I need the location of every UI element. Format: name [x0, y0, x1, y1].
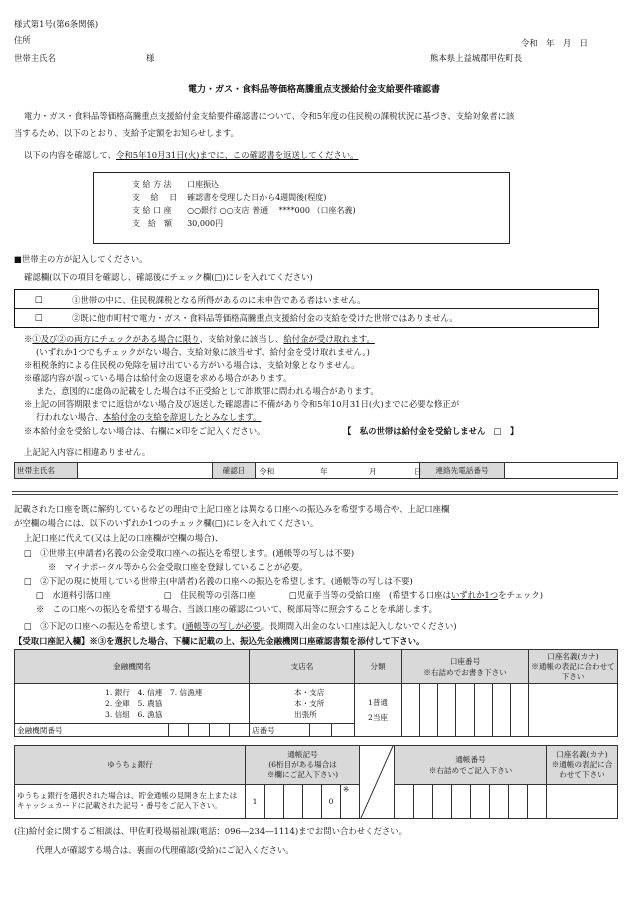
confirm-name-label: 世帯主氏名 — [15, 463, 78, 479]
account-holder-header — [529, 650, 618, 684]
option-2-note: ※ この口座への振込を希望する場合、当該口座の確認について、税部局等に照会することを承諾します。 — [36, 604, 437, 614]
note-1-underlined-a: ①及び②の両方にチェックがある場合に限り — [32, 334, 200, 344]
info-label: 支 給 方 法 — [132, 180, 172, 189]
bank-type-options[interactable] — [15, 684, 250, 724]
intro-line-2: 当するため、以下のとおり、支給予定額をお知らせします。 — [14, 128, 239, 138]
account-type-1: 1普通 — [367, 698, 389, 707]
option-2-child-underlined: いずれか1つ — [450, 590, 499, 600]
yucho-symbol-note-2: ※欄にご記入下さい) — [266, 769, 339, 779]
account-digit-cell[interactable] — [492, 684, 510, 737]
yucho-symbol-digit: 1 — [246, 784, 265, 818]
section1-heading: ■世帯主の方が記入してください。 — [14, 254, 148, 264]
info-value: 確認書を受理した日から4週間後(程度) — [187, 193, 327, 202]
note-1-sub: (いずれか1つでもチェックがない場合、支給対象に該当せず、給付金を受け取れません。) — [36, 347, 370, 357]
yucho-number-digit[interactable] — [433, 784, 452, 818]
note-4-sub — [36, 411, 261, 423]
footer-note-2: 代理人が確認する場合は、裏面の代理確認(受給)にご記入ください。 — [36, 845, 294, 855]
branch-code-label: 店番号 — [250, 724, 310, 737]
branch-name-header: 支店名 — [250, 650, 355, 684]
account-holder-title: 口座名義(カナ) — [547, 651, 599, 661]
yucho-holder-header — [547, 746, 618, 785]
option-3[interactable] — [24, 620, 457, 632]
year-label: 年 — [320, 467, 328, 476]
payment-account-row — [132, 204, 356, 217]
yucho-number-digit[interactable] — [395, 784, 414, 818]
branch-type-options[interactable] — [250, 684, 355, 724]
account-digit-cell[interactable] — [510, 684, 528, 737]
account-holder-field[interactable] — [529, 684, 618, 737]
note-4-sub-underlined: 本給付金の支給を辞退したとみなします。 — [103, 412, 262, 422]
info-value: 30,000円 — [187, 219, 224, 228]
branch-types-line-3: 出張所 — [294, 710, 317, 719]
intro-deadline-underlined: 令和5年10月31日(火)までに、この確認書を返送してください。 — [115, 150, 359, 160]
yucho-number-digit[interactable] — [490, 784, 509, 818]
account-digit-cell[interactable] — [402, 684, 420, 737]
bank-types-line-3: 3. 信組 6. 漁協 — [105, 710, 163, 719]
info-value: ○○銀行 ○○支店 普通 ****000 （口座名義) — [187, 206, 356, 215]
option-2-water[interactable]: □ 水道料引落口座 — [36, 590, 111, 600]
option-3-suffix: 。長期間入出金のない口座は記入しないでください) — [260, 621, 457, 631]
yucho-number-digit[interactable] — [509, 784, 528, 818]
note-1-underlined-b: 給付金が受け取れます。 — [283, 334, 375, 344]
payment-info-table — [132, 178, 356, 230]
intro-line-1: 電力・ガス・食料品等価格高騰重点支援給付金支給要件確認書について、令和5年度の住民税の課税状況に基づき、支給対象者に該 — [24, 111, 515, 121]
era-label: 令和 — [259, 467, 275, 476]
account-digit-cell[interactable] — [474, 684, 492, 737]
note-2: ※租税条約による住民税の免除を届け出ている方がいる場合は、支給対象となりません。 — [24, 360, 360, 370]
bank-code-digit[interactable] — [169, 724, 189, 737]
section2-sub: 上記口座に代えて(又は上記の口座欄が空欄の場合)、 — [24, 533, 224, 543]
account-holder-note: ※通帳の表記に合わせて下さい — [531, 661, 615, 681]
form-number: 様式第1号(第6条関係) — [14, 19, 99, 29]
yucho-number-digit[interactable] — [471, 784, 490, 818]
info-label: 支 給 口 座 — [132, 206, 172, 215]
confirm-phone-label: 連絡先電話番号 — [420, 463, 505, 479]
note-3: ※確認内容が誤っている場合は給付金の返還を求める場合があります。 — [24, 373, 292, 383]
date-line: 令和 年 月 日 — [521, 38, 588, 48]
note-3-sub: また、意図的に虚偽の記載をした場合は不正受給として詐欺罪に問われる場合があります。 — [36, 386, 379, 396]
day-label: 日 — [414, 467, 422, 476]
bank-account-table — [14, 649, 618, 737]
account-number-title: 口座番号 — [449, 656, 481, 666]
section1-instruction: 確認欄(以下の項目を確認し、確認後にチェック欄(□)にレを入れてください) — [24, 272, 313, 282]
document-title: 電力・ガス・食料品等価格高騰重点支援給付金支給要件確認書 — [188, 85, 441, 95]
branch-types-line-1: 本・支店 — [294, 688, 325, 697]
bank-name-header: 金融機関名 — [15, 650, 250, 684]
yucho-description: ゆうちょ銀行を選択された場合は、貯金通帳の見開き左上またはキャッシュカードに記載された記号・番号をご記入下さい。 — [15, 784, 246, 818]
month-label: 月 — [369, 467, 377, 476]
option-1-note: ※ マイナポータル等から公金受取口座を登録していることが必要。 — [48, 562, 308, 572]
confirm-table — [14, 462, 618, 479]
name-label: 世帯主氏名 — [14, 53, 56, 63]
yucho-holder-title: 口座名義(カナ) — [556, 749, 608, 759]
account-type-header: 分類 — [355, 650, 402, 684]
bank-code-label: 金融機関番号 — [15, 724, 169, 737]
account-digit-cell[interactable] — [420, 684, 438, 737]
check-1-box[interactable]: □ — [35, 294, 43, 304]
option-3-underlined: 通帳等の写しが必要 — [185, 621, 261, 631]
bank-code-digit[interactable] — [229, 724, 249, 737]
confirm-note: 上記記入内容に相違ありません。 — [24, 447, 151, 457]
option-3-prefix: □ ③下記の口座への振込を希望します。( — [24, 621, 186, 631]
option-2-child-prefix: □児童手当等の受給口座 (希望する口座は — [289, 590, 451, 600]
payment-date-row — [132, 191, 356, 204]
payment-amount-row — [132, 217, 356, 230]
issuer: 熊本県上益城郡甲佐町長 — [430, 53, 523, 63]
branch-code-digit[interactable] — [309, 724, 332, 737]
yucho-number-title: 通帳番号 — [455, 754, 486, 764]
check-box-group — [14, 289, 599, 328]
section2-intro-2: が空欄の場合には、以下のいずれか1つのチェック欄(□)にレを入れてください。 — [14, 518, 319, 528]
yucho-sixth-digit[interactable]: ※ — [341, 784, 360, 818]
note-1 — [24, 333, 375, 345]
note-5: ※本給付金を受給しない場合は、右欄に×印をご記入ください。 — [24, 426, 266, 436]
account-number-header — [402, 650, 529, 684]
option-2-child[interactable] — [289, 589, 543, 601]
yucho-symbol-note-1: (6桁目がある場合は — [268, 759, 337, 769]
yucho-diagonal — [360, 746, 395, 819]
decline-checkbox[interactable]: 【 私の世帯は給付金を受給しません □ 】 — [343, 426, 519, 436]
confirm-date-field[interactable] — [256, 463, 420, 479]
yucho-holder-note: ※通帳の表記に合わせて下さい — [551, 759, 613, 779]
confirm-date-label: 確認日 — [213, 463, 256, 479]
info-value: 口座振込 — [187, 180, 220, 189]
option-1[interactable]: □ ①世帯主(申請者)名義の公金受取口座への振込を希望します。(通帳等の写しは不要) — [24, 548, 355, 558]
check-2-box[interactable]: □ — [35, 312, 43, 322]
note-4: ※上記の回答期限までに返信がない場合及び返送した確認書に不備があり令和5年10月31日(火)までに必要な修正が — [24, 399, 460, 409]
intro-deadline — [24, 149, 359, 161]
account-type-options[interactable] — [355, 684, 402, 737]
note-1-middle: 、支給対象に該当し、 — [199, 334, 284, 344]
info-label: 支 給 日 — [132, 193, 178, 202]
info-label: 支 給 額 — [132, 219, 172, 228]
confirm-phone-field[interactable] — [505, 463, 618, 479]
bank-code-digit[interactable] — [189, 724, 209, 737]
yucho-symbol-digit: 0 — [322, 784, 341, 818]
footer-note-1: (注)給付金に関するご相談は、甲佐町役場福祉課(電話：096―234―1114)までお問い合わせください。 — [14, 826, 407, 836]
option-2-tax[interactable]: □ 住民税等の引落口座 — [164, 590, 256, 600]
yucho-number-digit[interactable] — [414, 784, 433, 818]
note-1-mark: ※ — [24, 334, 33, 344]
yucho-symbol-digit[interactable] — [303, 784, 322, 818]
yucho-symbol-header — [246, 746, 360, 785]
diagonal-line-icon — [360, 746, 394, 818]
yucho-table — [14, 745, 618, 819]
yucho-symbol-digit[interactable] — [284, 784, 303, 818]
address-label: 住所 — [14, 35, 31, 45]
account-digit-cell[interactable] — [438, 684, 456, 737]
payment-info-box — [93, 172, 510, 244]
check-2-text: ②既に他市町村で電力・ガス・食料品等価格高騰重点支援給付金の支給を受けた世帯ではありません。 — [72, 313, 458, 323]
yucho-number-digit[interactable] — [452, 784, 471, 818]
yucho-symbol-digit[interactable] — [265, 784, 284, 818]
yucho-number-note: ※右詰めでご記入下さい — [428, 765, 513, 775]
option-2[interactable]: □ ②下記の現に使用している世帯主(申請者)名義の口座への振込を希望します。(通帳等の写しは不要) — [24, 576, 413, 586]
payment-method-row — [132, 178, 356, 191]
account-number-note: ※右詰めでお書き下さい — [423, 667, 507, 677]
bank-entry-note: 【受取口座記入欄】※③を選択した場合、下欄に記載の上、振込先金融機関口座確認書類を添付して下さい。 — [14, 636, 425, 646]
honorific: 様 — [146, 53, 155, 63]
bank-code-digit[interactable] — [209, 724, 229, 737]
account-digit-cell[interactable] — [456, 684, 474, 737]
yucho-number-header — [395, 746, 547, 785]
account-type-2: 2当座 — [367, 713, 389, 722]
confirm-name-field[interactable] — [78, 463, 213, 479]
section2-intro-1: 記載された口座を既に解約しているなどの理由で上記口座とは異なる口座への振込みを希望する場合や、上記口座欄 — [14, 504, 450, 514]
yucho-holder-field[interactable] — [547, 784, 618, 818]
yucho-symbol-title: 通帳記号 — [287, 749, 318, 759]
branch-code-digit[interactable] — [332, 724, 355, 737]
option-2-child-suffix: をチェック) — [498, 590, 544, 600]
branch-types-line-2: 本・支所 — [294, 699, 325, 708]
yucho-name-header: ゆうちょ銀行 — [15, 746, 246, 785]
bank-types-line-2: 2. 金庫 5. 農協 — [105, 699, 163, 708]
intro-deadline-prefix: 以下の内容を確認して、 — [24, 150, 116, 160]
bank-types-line-1: 1. 銀行 4. 信連 7. 信漁連 — [105, 688, 203, 697]
check-1-text: ①世帯の中に、住民税課税となる所得があるのに未申告である者はいません。 — [72, 295, 366, 305]
yucho-number-digit[interactable] — [528, 784, 547, 818]
note-4-sub-prefix: 行われない場合、 — [36, 412, 103, 422]
